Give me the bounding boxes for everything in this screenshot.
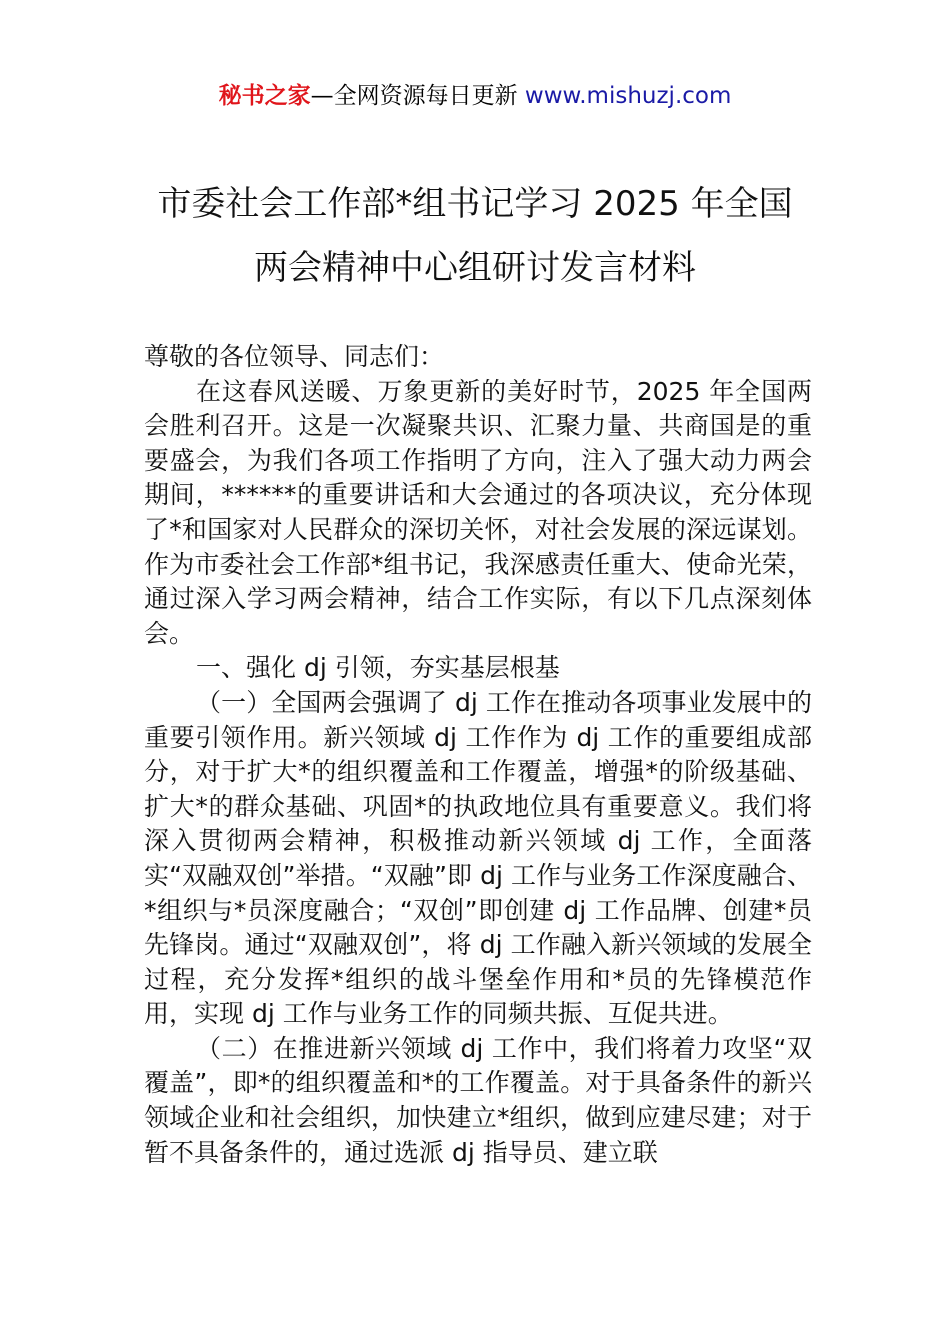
paragraph-section1-item2: （二）在推进新兴领域 dj 工作中，我们将着力攻坚“双覆盖”，即*的组织覆盖和*的工作覆盖。对于具备条件的新兴领域企业和社会组织，加快建立*组织，做到应建尽建；对于暂不具备条件的，通过选派 dj 指导员、建立联 — [144, 1033, 812, 1167]
paragraph-section1-item1: （一）全国两会强调了 dj 工作在推动各项事业发展中的重要引领作用。新兴领域 dj 工作作为 dj 工作的重要组成部分，对于扩大*的组织覆盖和工作覆盖，增强*的阶级基础、扩大*的群众基础、巩固*的执政地位具有重要意义。我们将深入贯彻两会精神，积极推动新兴领域 dj 工作，全面落实“双融双创”举措。“双融”即 dj 工作与业务工作深度融合、*组织与*员深度融合；“双创”即创建 dj 工作品牌、创建*员先锋岗。通过“双融双创”，将 dj 工作融入新兴领域的发展全过程，充分发挥*组织的战斗堡垒作用和*员的先锋模范作用，实现 dj 工作与业务工作的同频共振、互促共进。 — [144, 687, 812, 1029]
document-body — [144, 340, 812, 1170]
document-title — [0, 172, 950, 300]
site-url-link[interactable]: www.mishuzj.com — [524, 83, 732, 109]
brand-name: 秘书之家 — [218, 83, 311, 109]
paragraph-intro: 在这春风送暖、万象更新的美好时节，2025 年全国两会胜利召开。这是一次凝聚共识、汇聚力量、共商国是的重要盛会，为我们各项工作指明了方向，注入了强大动力两会期间，******的重要讲话和大会通过的各项决议，充分体现了*和国家对人民群众的深切关怀，对社会发展的深远谋划。作为市委社会工作部*组书记，我深感责任重大、使命光荣，通过深入学习两会精神，结合工作实际，有以下几点深刻体会。 — [144, 376, 812, 648]
salutation: 尊敬的各位领导、同志们： — [144, 342, 445, 371]
site-header — [0, 80, 950, 112]
title-line-2: 两会精神中心组研讨发言材料 — [254, 248, 696, 288]
header-tagline: —全网资源每日更新 — [310, 83, 525, 109]
title-line-1: 市委社会工作部*组书记学习 2025 年全国 — [157, 184, 793, 224]
section-heading-1: 一、强化 dj 引领，夯实基层根基 — [196, 653, 560, 683]
